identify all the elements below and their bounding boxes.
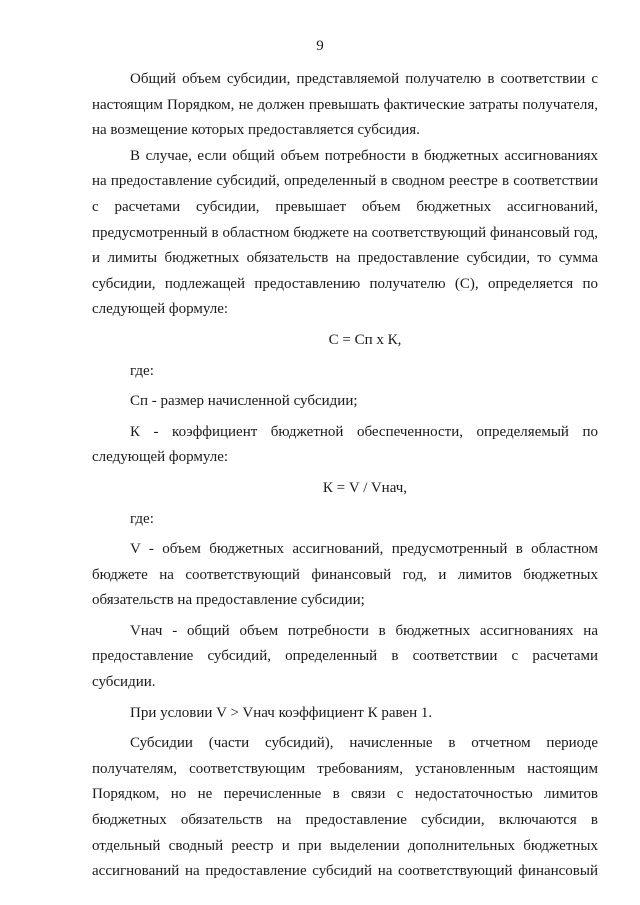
page-body (92, 67, 598, 885)
page-number: 9 (316, 38, 324, 54)
paragraph-total-subsidy: Общий объем субсидии, представляемой получателю в соответствии с настоящим Порядком, не должен превышать фактические затраты получателя, на возмещение которых предоставляется субсидия. (92, 71, 598, 139)
paragraph-separate-registry: Субсидии (части субсидий), начисленные в отчетном периоде получателям, соответствующим требованиям, установленным настоящим Порядком, но не перечисленные в связи с недостаточностью лимитов бюджетных обязательств на предоставление субсидии, включаются в отдельный сводный реестр и при выделении дополнительных бюджетных ассигнований на предоставление субсидий на соответствующий финансовый (92, 735, 598, 880)
paragraph-definition-cp: Сп - размер начисленной субсидии; (130, 393, 358, 410)
formula-coefficient: К = V / Vнач, (322, 479, 408, 496)
paragraph-condition: При условии V > Vнач коэффициент К равен 1. (130, 704, 433, 721)
formula-subsidy: С = Сп x К, (328, 331, 402, 348)
paragraph-where-2: где: (130, 510, 154, 527)
paragraph-definition-v: V - объем бюджетных ассигнований, предусмотренный в областном бюджете на соответствующий финансовый год, и лимитов бюджетных обязательств на предоставление субсидии; (92, 541, 598, 609)
paragraph-definition-vnach: Vнач - общий объем потребности в бюджетных ассигнованиях на предоставление субсидий, определенный в соответствии с расчетами субсидии. (92, 622, 598, 691)
paragraph-where-1: где: (130, 362, 154, 379)
paragraph-definition-k: К - коэффициент бюджетной обеспеченности, определяемый по следующей формуле: (92, 423, 598, 466)
paragraph-insufficient-funds: В случае, если общий объем потребности в бюджетных ассигнованиях на предоставление субсидий, определенный в сводном реестре в соответствии с расчетами субсидии, превышает объем бюджетных ассигнований, предусмотренный в областном бюджете на соответствующий финансовый год, и лимиты бюджетных обязательств на предоставление субсидии, то сумма субсидии, подлежащей предоставлению получателю (С), определяется по следующей формуле: (92, 147, 598, 318)
